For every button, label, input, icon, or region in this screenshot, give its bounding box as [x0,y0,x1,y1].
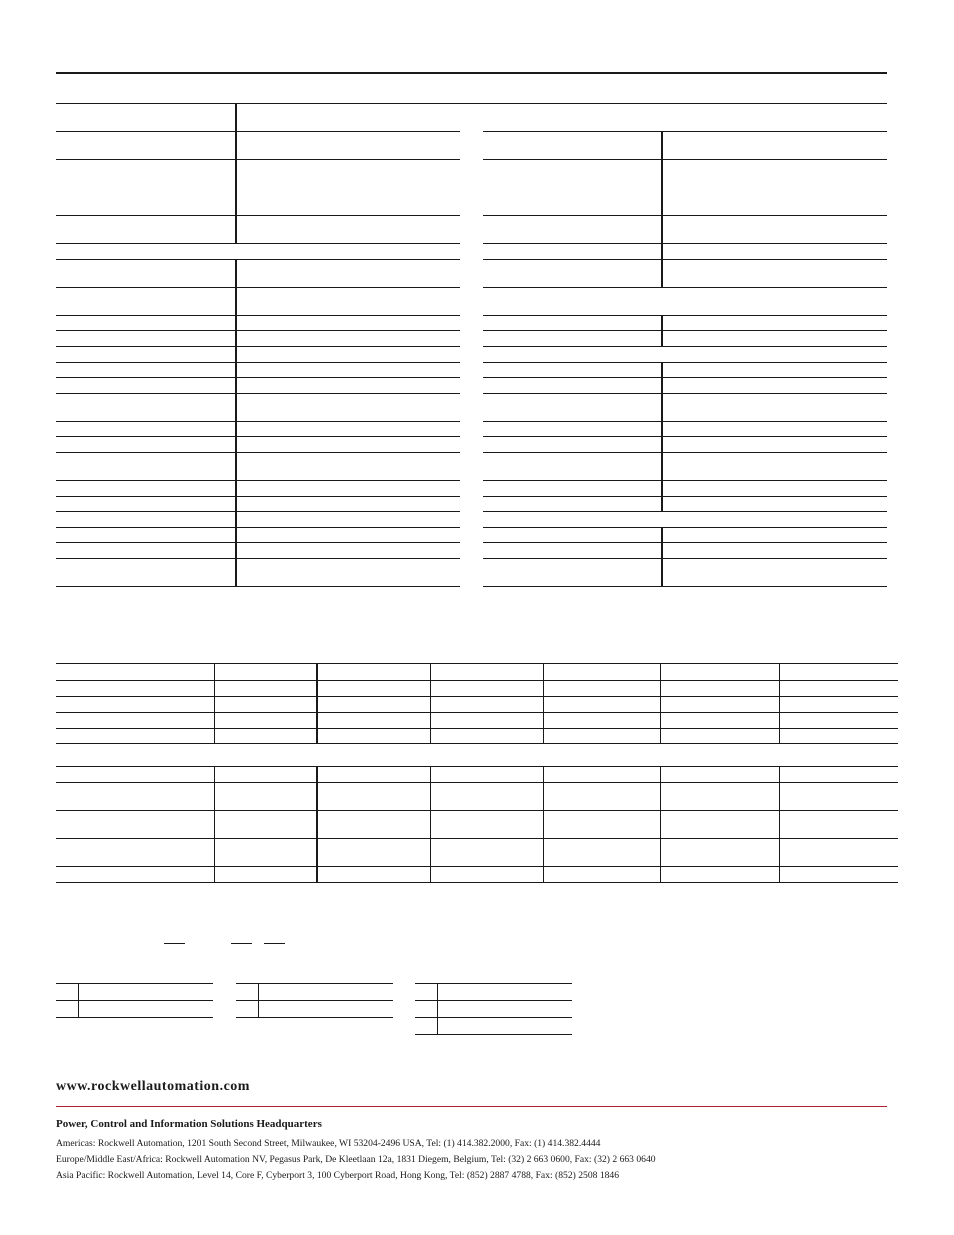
comparison-row-rule [56,866,898,867]
comparison-col-divider [660,766,661,882]
spec-row-rule [483,452,887,453]
spec-row-rule [483,259,887,260]
spec-col-divider [661,362,663,511]
hq-title: Power, Control and Information Solutions Headquarters [56,1118,322,1130]
underline-mark [264,943,285,944]
spec-row-rule [56,362,460,363]
comparison-col-divider [430,663,431,743]
spec-row-rule [483,131,887,132]
spec-row-rule [56,377,460,378]
spec-row-rule [483,287,887,288]
comparison-row-rule [56,766,898,767]
comparison-row-rule [56,696,898,697]
underline-mark [231,943,252,944]
spec-row-rule [56,330,460,331]
comparison-col-divider [316,766,318,882]
comparison-row-rule [56,838,898,839]
spec-row-rule [483,393,887,394]
legend-col-divider [78,983,79,1018]
spec-row-rule [56,496,460,497]
legend-row-rule [56,1000,213,1001]
spec-row-rule [56,586,460,587]
comparison-row-rule [56,728,898,729]
spec-row-rule [56,215,460,216]
spec-table [0,0,954,600]
legend-table-2 [236,983,394,1019]
spec-row-rule [56,243,460,244]
spec-row-rule [56,131,460,132]
address-apac: Asia Pacific: Rockwell Automation, Level 14, Core F, Cyberport 3, 100 Cyberport Road, Hong Kong, Tel: (852) 2887 4788, Fax: (852) 2508 1846 [56,1170,620,1181]
legend-row-rule [415,1017,572,1018]
spec-row-rule [483,558,887,559]
legend-row-rule [415,983,572,984]
spec-row-rule [483,421,887,422]
comparison-col-divider [316,663,318,743]
spec-row-rule [56,259,460,260]
spec-col-divider [235,259,237,586]
comparison-row-rule [56,663,898,664]
comparison-col-divider [543,663,544,743]
legend-row-rule [236,1000,393,1001]
legend-row-rule [415,1000,572,1001]
comparison-table [0,600,954,900]
spec-row-rule [56,558,460,559]
website-link[interactable]: www.rockwellautomation.com [56,1079,250,1094]
legend-row-rule [56,1017,213,1018]
footer-divider [56,1106,887,1107]
spec-row-rule [483,480,887,481]
spec-row-rule [483,511,887,512]
legend-row-rule [236,1017,393,1018]
spec-row-rule [56,315,460,316]
legend-row-rule [56,983,213,984]
comparison-col-divider [779,663,780,743]
spec-row-rule [483,362,887,363]
underline-mark [164,943,185,944]
spec-row-rule [56,159,460,160]
comparison-col-divider [543,766,544,882]
comparison-row-rule [56,712,898,713]
legend-table-1 [56,983,214,1019]
spec-row-rule [483,496,887,497]
spec-row-rule [56,436,460,437]
comparison-row-rule [56,810,898,811]
spec-row-rule [483,436,887,437]
spec-row-rule [483,243,887,244]
spec-col-divider [661,527,663,586]
spec-row-rule [483,586,887,587]
address-americas: Americas: Rockwell Automation, 1201 South Second Street, Milwaukee, WI 53204-2496 USA, Tel: (1) 414.382.2000, Fax: (1) 414.382.4444 [56,1138,601,1149]
legend-row-rule [236,983,393,984]
comparison-col-divider [214,663,215,743]
spec-row-rule [56,346,460,347]
comparison-row-rule [56,882,898,883]
spec-row-rule [483,315,887,316]
spec-col-divider [235,103,237,243]
address-emea: Europe/Middle East/Africa: Rockwell Automation NV, Pegasus Park, De Kleetlaan 12a, 1831 Diegem, Belgium, Tel: (32) 2 663 0600, Fax: (32) 2 663 0640 [56,1154,656,1165]
comparison-row-rule [56,743,898,744]
comparison-col-divider [779,766,780,882]
spec-row-rule [483,542,887,543]
spec-row-rule [56,527,460,528]
spec-row-rule [56,480,460,481]
comparison-row-rule [56,782,898,783]
spec-col-divider [661,315,663,346]
spec-row-rule [483,527,887,528]
spec-row-rule [56,287,460,288]
comparison-row-rule [56,680,898,681]
spec-row-rule [483,346,887,347]
spec-row-rule [56,421,460,422]
spec-col-divider [661,131,663,287]
comparison-col-divider [660,663,661,743]
spec-row-rule [483,330,887,331]
comparison-col-divider [214,766,215,882]
legend-row-rule [415,1034,572,1035]
spec-row-rule [483,377,887,378]
spec-row-rule [56,511,460,512]
spec-row-rule [483,159,887,160]
spec-row-rule [56,393,460,394]
legend-col-divider [437,983,438,1035]
spec-row-rule [56,542,460,543]
spec-table-header-rule [56,103,887,104]
spec-row-rule [56,452,460,453]
legend-table-3 [415,983,573,1037]
spec-row-rule [483,215,887,216]
legend-col-divider [258,983,259,1018]
comparison-col-divider [430,766,431,882]
